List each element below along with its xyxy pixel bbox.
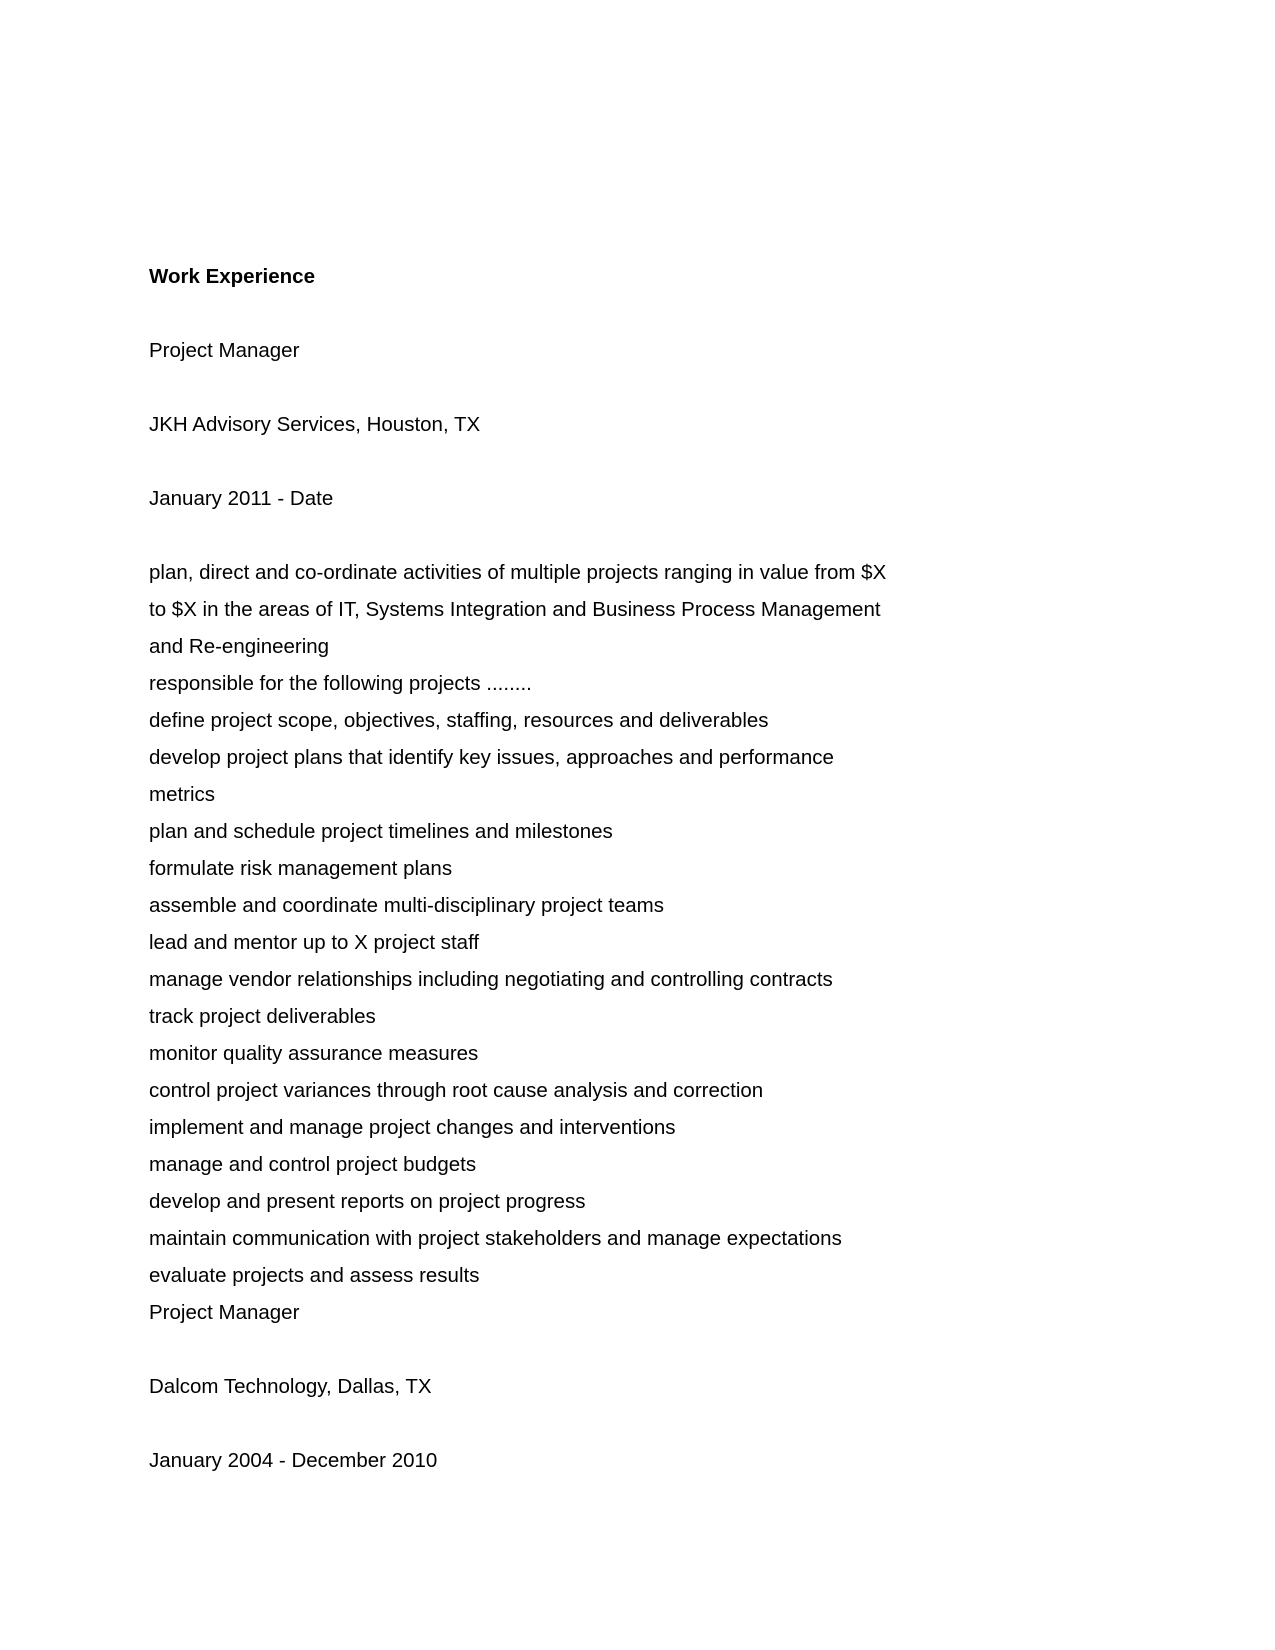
job-entry-1: [149, 332, 1149, 1294]
duty-line: evaluate projects and assess results: [149, 1264, 480, 1287]
duty-line: implement and manage project changes and interventions: [149, 1116, 676, 1139]
duty-line: to $X in the areas of IT, Systems Integration and Business Process Management: [149, 598, 881, 621]
spacer: [149, 369, 1149, 406]
job-dates: January 2011 - Date: [149, 487, 334, 510]
duty-line: lead and mentor up to X project staff: [149, 931, 480, 954]
duty-line: maintain communication with project stakeholders and manage expectations: [149, 1227, 842, 1250]
job-company: JKH Advisory Services, Houston, TX: [149, 413, 481, 436]
duty-line: manage vendor relationships including negotiating and controlling contracts: [149, 968, 833, 991]
job-title: Project Manager: [149, 339, 300, 362]
duty-line: and Re-engineering: [149, 635, 330, 658]
job-company: Dalcom Technology, Dallas, TX: [149, 1375, 432, 1398]
duty-line: formulate risk management plans: [149, 857, 453, 880]
duty-line: assemble and coordinate multi-disciplinary project teams: [149, 894, 665, 917]
job-duties: [149, 554, 1149, 1294]
spacer: [149, 443, 1149, 480]
duty-line: develop and present reports on project progress: [149, 1190, 586, 1213]
duty-line: monitor quality assurance measures: [149, 1042, 479, 1065]
job-title: Project Manager: [149, 1301, 300, 1324]
job-entry-2: [149, 1294, 1149, 1479]
duty-line: plan and schedule project timelines and milestones: [149, 820, 613, 843]
duty-line: develop project plans that identify key issues, approaches and performance: [149, 746, 834, 769]
spacer: [149, 1405, 1149, 1442]
duty-line: control project variances through root cause analysis and correction: [149, 1079, 764, 1102]
duty-line: plan, direct and co-ordinate activities of multiple projects ranging in value from $X: [149, 561, 887, 584]
spacer: [149, 1331, 1149, 1368]
spacer: [149, 517, 1149, 554]
duty-line: define project scope, objectives, staffing, resources and deliverables: [149, 709, 769, 732]
spacer: [149, 295, 1149, 332]
duty-line: metrics: [149, 783, 216, 806]
job-dates: January 2004 - December 2010: [149, 1449, 438, 1472]
duty-line: responsible for the following projects ........: [149, 672, 532, 695]
duty-line: track project deliverables: [149, 1005, 376, 1028]
section-heading: Work Experience: [149, 265, 315, 288]
work-experience-section: [149, 258, 1149, 1479]
duty-line: manage and control project budgets: [149, 1153, 477, 1176]
